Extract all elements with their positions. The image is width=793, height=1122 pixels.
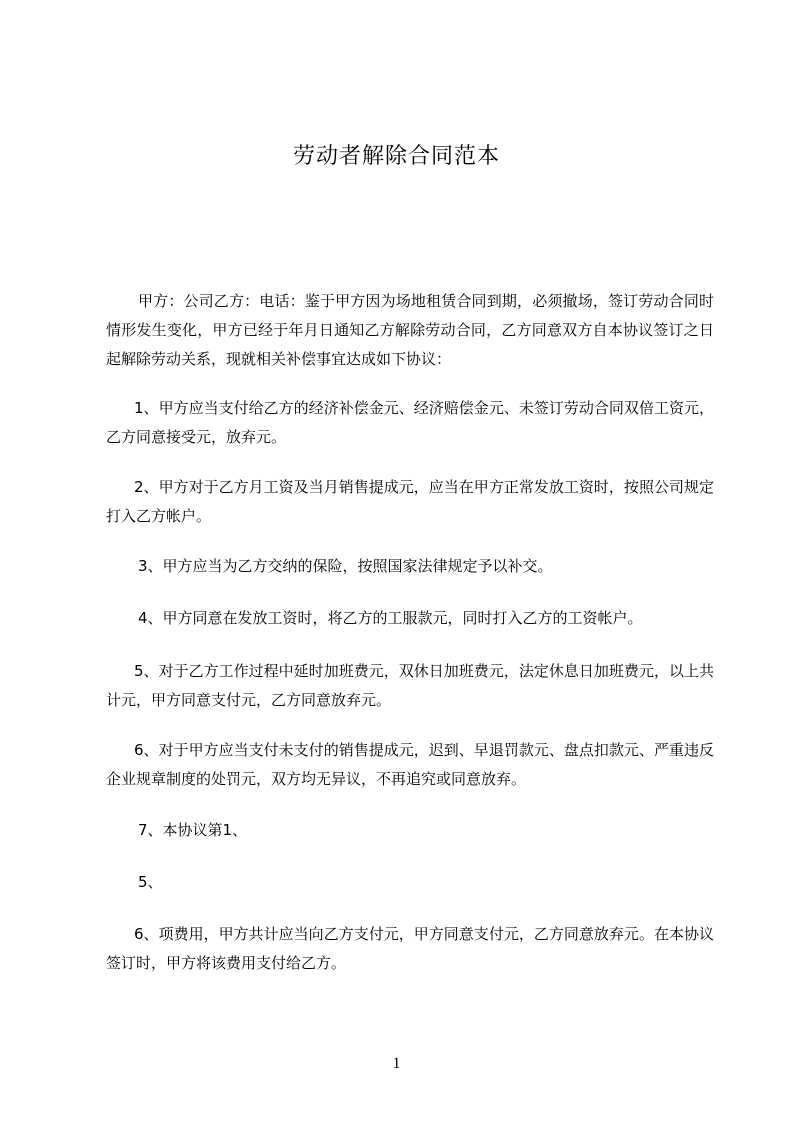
- clause-5-paragraph: 5、对于乙方工作过程中延时加班费元，双休日加班费元，法定休息日加班费元，以上共计元，甲方同意支付元，乙方同意放弃元。: [106, 662, 714, 709]
- clause-6-paragraph: 6、对于甲方应当支付未支付的销售提成元，迟到、早退罚款元、盘点扣款元、严重违反企业规章制度的处罚元，双方均无异议，不再追究或同意放弃。: [106, 741, 714, 788]
- page-number: 1: [392, 1055, 401, 1072]
- clause-7-final-paragraph: 6、项费用，甲方共计应当向乙方支付元，甲方同意支付元，乙方同意放弃元。在本协议签订时，甲方将该费用支付给乙方。: [106, 925, 714, 972]
- clause-1-paragraph: 1、甲方应当支付给乙方的经济补偿金元、经济赔偿金元、未签订劳动合同双倍工资元，乙方同意接受元，放弃元。: [106, 399, 714, 446]
- document-title: 劳动者解除合同范本: [292, 144, 500, 169]
- clause-4-paragraph: 4、甲方同意在发放工资时，将乙方的工服款元，同时打入乙方的工资帐户。: [138, 609, 643, 627]
- intro-paragraph: 甲方：公司乙方：电话：鉴于甲方因为场地租赁合同到期，必须撤场，签订劳动合同时情形发生变化，甲方已经于年月日通知乙方解除劳动合同，乙方同意双方自本协议签订之日起解除劳动关系，现就相关补偿事宜达成如下协议：: [106, 292, 714, 368]
- clause-3-paragraph: 3、甲方应当为乙方交纳的保险，按照国家法律规定予以补交。: [138, 557, 553, 575]
- clause-2-paragraph: 2、甲方对于乙方月工资及当月销售提成元，应当在甲方正常发放工资时，按照公司规定打入乙方帐户。: [106, 478, 714, 525]
- clause-7-paragraph: 7、本协议第1、: [138, 821, 248, 839]
- clause-7-continued-paragraph: 5、: [138, 873, 163, 891]
